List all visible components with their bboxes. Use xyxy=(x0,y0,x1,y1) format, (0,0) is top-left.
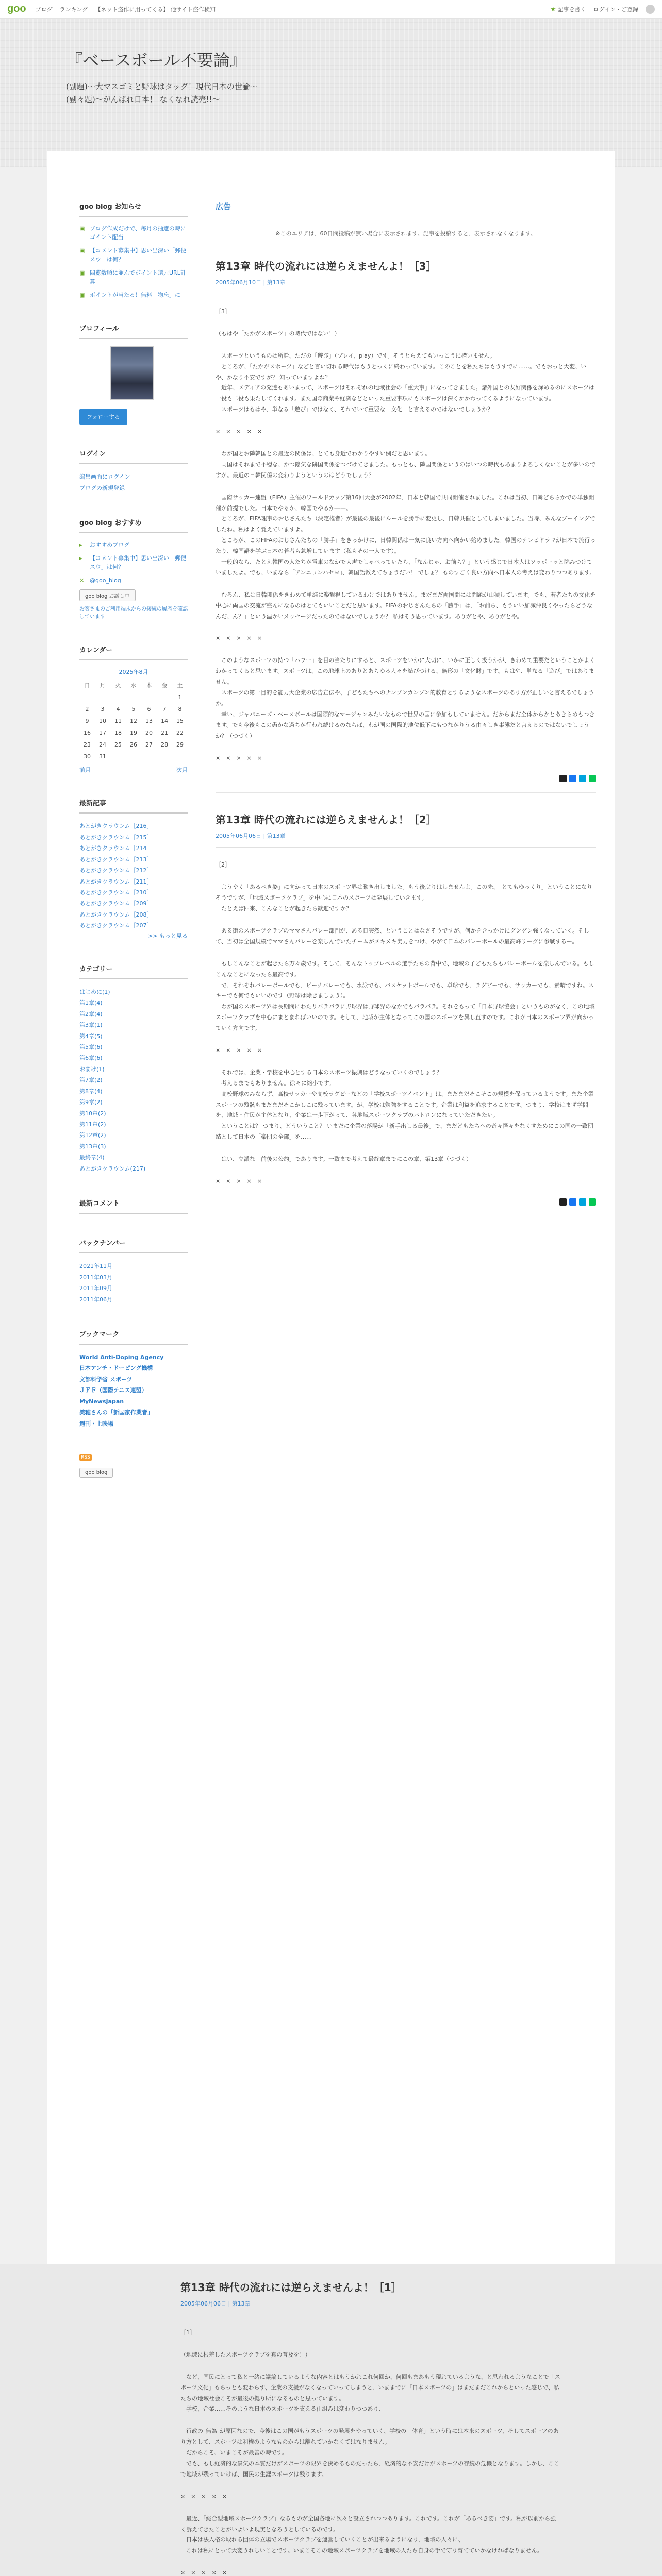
calendar-week xyxy=(79,703,188,715)
article xyxy=(216,258,596,793)
category-link[interactable]: はじめに(1) xyxy=(79,988,110,995)
calendar-day: 7 xyxy=(162,706,167,713)
calendar-day xyxy=(95,691,110,703)
calendar-day: 11 xyxy=(114,718,122,725)
blog-sub-subtitle: (副々題)〜がんばれ日本！ なくなれ読売!!〜 xyxy=(66,94,220,104)
article-paragraph: ［1］ xyxy=(180,2329,195,2336)
category-item xyxy=(79,1042,188,1053)
bookmark-link[interactable]: MyNewsJapan xyxy=(79,1398,124,1405)
category-item xyxy=(79,1152,188,1163)
sidebar xyxy=(47,151,197,2264)
category-link[interactable]: 第13章(3) xyxy=(79,1143,106,1150)
recent-article-item xyxy=(79,854,188,865)
bookmark-section xyxy=(79,1329,188,1429)
article-body xyxy=(180,2328,561,2576)
backnumber-item xyxy=(79,1283,188,1294)
article-list xyxy=(216,258,596,1216)
share-line-icon[interactable] xyxy=(589,775,596,782)
recent-article-item xyxy=(79,876,188,887)
calendar-week xyxy=(79,691,188,703)
bookmark-heading: ブックマーク xyxy=(79,1329,188,1345)
article-paragraph: × × × × × xyxy=(180,2569,227,2576)
calendar-day: 22 xyxy=(176,730,184,737)
calendar-day: 21 xyxy=(161,730,168,737)
category-link[interactable]: 第2章(4) xyxy=(79,1010,103,1018)
category-item xyxy=(79,1075,188,1086)
calendar-day xyxy=(141,691,157,703)
bookmark-item xyxy=(79,1396,188,1407)
bookmark-link[interactable]: 美穂さんの「新国家作業者」 xyxy=(79,1409,153,1416)
calendar-day: 6 xyxy=(147,706,151,713)
write-article-link[interactable] xyxy=(550,5,586,13)
category-link[interactable]: 第8章(4) xyxy=(79,1088,103,1095)
calendar-day xyxy=(157,751,172,762)
rss-icon[interactable]: RSS xyxy=(79,1454,92,1461)
recent-article-item xyxy=(79,898,188,909)
blog-description xyxy=(66,80,662,106)
blog-header xyxy=(0,19,662,167)
category-item xyxy=(79,1020,188,1030)
share-facebook-icon[interactable] xyxy=(569,775,576,782)
article-paragraph: このようなスポーツの持つ「パワー」を目の当たりにすると、スポーツをいかに大切に、いかに正しく扱うかが、きわめて重要だということがよくわかってくると思います。スポーツは、この地球上のありとあらゆる人々を結びつける、無形の「文化財」です。もはや、単なる「遊び」ではありません。 スポーツの第一目的を能力大企業の広告宣伝や、子どもたちへのナンブンカンプン的教育とするようなスポーツのあり方が正しいと言えるでしょうか。 幸い、ジャパニーズ・ベースボールは国際的なマージャンみたいなもので世界の国に参加もしていません。だからまだ全体からかとあきらめもつきます。でも今後もこの愚かな過ちが行われ続けるのならば、わが国の国際的地位低下にもつながりうる由々しき事態だと言えるのではないでしょうか？（つづく） xyxy=(216,657,595,739)
backnumber-link[interactable]: 2011年06月 xyxy=(79,1296,112,1303)
category-link[interactable]: 最終章(4) xyxy=(79,1154,105,1161)
recent-article-link[interactable]: あとがきクラウンム［216］ xyxy=(79,823,153,830)
article-paragraph: × × × × × xyxy=(216,428,262,435)
notice-item[interactable] xyxy=(79,246,188,264)
recommend-heading: goo blog おすすめ xyxy=(79,517,188,533)
article-paragraph: それでは、企業・学校を中心とする日本のスポーツ振興はどうなっていくのでしょう？ 考えるまでもありません。徐々に縮小です。 高校野球のみならず、高校サッカーや高校ラグビーなどの「学校スポーツイベント」は、まだまだそこそこの規模を保っているようです。また企業スポーツの残骸もまだまだそこかしこに残っています。が、学校は勉強をすることです。企業は利益を追求することです。つまり、学校はまず学問を、地域・住民が主体となり、企業は一歩下がって、各地域スポーツクラブのパトロンになっていただきたい。 ということは？ つまり、どういうこと？ いまだに企業の落陽が「新手出しる最後」で、まだどもたちへの奇々怪々をなくすためにこの国の一致団結として日本の「楽団の全部」を…… xyxy=(216,1069,594,1141)
category-item xyxy=(79,1097,188,1108)
login-section xyxy=(79,448,188,494)
ad-label: 広告 xyxy=(216,202,231,211)
calendar-week xyxy=(79,739,188,751)
calendar-month[interactable]: 2025年8月 xyxy=(119,669,148,676)
calendar-day: 12 xyxy=(130,718,137,725)
calendar-day: 27 xyxy=(145,741,153,749)
calendar-day: 15 xyxy=(176,718,184,725)
rss-section xyxy=(79,1453,188,1478)
category-item xyxy=(79,1009,188,1020)
calendar-day: 4 xyxy=(116,706,120,713)
login-list xyxy=(79,471,188,494)
top-nav-plagiarism[interactable]: 【ネット盗作に用ってくる】 他サイト盗作検知 xyxy=(95,6,216,13)
calendar-day: 3 xyxy=(101,706,105,713)
article-paragraph: ［3］ xyxy=(216,308,230,315)
top-right-actions xyxy=(550,5,655,14)
notice-item[interactable] xyxy=(79,291,188,299)
category-list xyxy=(79,987,188,1174)
calendar-day: 13 xyxy=(145,718,153,725)
top-nav-blog[interactable]: ブログ xyxy=(35,6,53,13)
blog-subtitle: (副題)〜大マスゴミと野球はタッグ！現代日本の世論〜 xyxy=(66,82,258,91)
recommend-list xyxy=(79,540,188,585)
recommend-link[interactable]: 【コメント募集中】思い出深い「郵便スウ」は何？ xyxy=(90,555,186,571)
calendar-day: 17 xyxy=(99,730,106,737)
top-nav xyxy=(36,5,216,13)
new-blog-link[interactable]: ブログの新規登録 xyxy=(79,484,125,492)
bookmark-link[interactable]: ＪＦＦ（国際テニス連盟） xyxy=(79,1387,147,1394)
backnumber-list xyxy=(79,1261,188,1305)
backnumber-item xyxy=(79,1261,188,1272)
edit-login-link[interactable]: 編集画面にログイン xyxy=(79,473,130,481)
inactive-notice: ※このエリアは、60日間投稿が無い場合に表示されます。記事を投稿すると、表示されなくなります。 xyxy=(275,230,536,237)
recent-article-item xyxy=(79,832,188,843)
backnumber-item xyxy=(79,1272,188,1283)
recent-section xyxy=(79,798,188,939)
calendar-next-link[interactable]: 次月 xyxy=(176,767,188,774)
article-paragraph: × × × × × xyxy=(216,635,262,642)
recent-article-link[interactable]: あとがきクラウンム［209］ xyxy=(79,900,153,907)
follow-button[interactable]: フォローする xyxy=(79,409,127,425)
banner-note-link[interactable]: お客さまのご利用端末からの接続の履歴を確認しています xyxy=(79,606,188,620)
category-link[interactable]: 第12章(2) xyxy=(79,1132,106,1139)
comment-section xyxy=(79,1198,188,1214)
profile-avatar[interactable] xyxy=(110,346,154,400)
calendar-day: 26 xyxy=(130,741,137,749)
calendar-day xyxy=(126,751,141,762)
backnumber-link[interactable]: 2011年03月 xyxy=(79,1274,112,1281)
category-item xyxy=(79,1031,188,1042)
backnumber-heading: バックナンバー xyxy=(79,1238,188,1253)
article-paragraph: × × × × × xyxy=(216,754,262,761)
bookmark-item xyxy=(79,1407,188,1418)
notice-icon: ▣ xyxy=(79,269,85,277)
category-item xyxy=(79,1108,188,1119)
backnumber-item xyxy=(79,1294,188,1305)
article-paragraph: スポーツというものは所詮、ただの「遊び」（プレイ、play）です。そうとらえてもいっこうに構いません。 ところが、「たかがスポーツ」などと言い切れる時代はもうとっくに終わっています。このことを私たちはもうすでに……。でもおっと大変、いや、かなり不安ですが？ 知っていますよね？ 近年、メディアの発達もあいまって、スポーツはそれぞれの地域社会の「重大事」になってきました。諸外国との友好関係を深めるのにスポーツは一役も二役も果たしてくれます。また国際商業や経済などといった重要事項にもスポーツは深くかかわってくるようになっています。 スポーツはもはや、単なる「遊び」ではなく、それでいて重要な「文化」と言えるのではないでしょうか？ xyxy=(216,352,595,413)
article-paragraph: （もはや「たかがスポーツ」の時代ではない！） xyxy=(216,330,340,337)
backnumber-link[interactable]: 2021年11月 xyxy=(79,1263,112,1270)
article-paragraph: わが国とお隣韓国との最近の関係は、とても身近でわかりやすい例だと思います。 両国はそれまで不穏な、かつ陰気な隣国関係をつづけてきました。もっとも、隣国関係というのはいつの時代もあまりよろしくないことが多いのですが。最近の日韓関係の変わりようというのはどうでしょう？ xyxy=(216,450,595,479)
calendar-weekday: 月 xyxy=(100,682,106,689)
calendar-weekday: 木 xyxy=(146,682,152,689)
article-paragraph: 最近、「総合型地域スポーツクラブ」なるものが全国各地に次々と設立されつつあります。これです。これが「あるべき姿」です。私が以前から強く訴えてきたことがいよいよ現実となろうとしているのです。 日本は法人格の取れる団体の立場でスポーツクラブを運営していくことが出来るようになり、地域の人々に、 これは私にとって大変うれしいことです。いまこそこの地域スポーツクラブを地域の人たち自身の手で守り育てていかなければなりません。 xyxy=(180,2515,556,2554)
calendar-day: 5 xyxy=(131,706,136,713)
share-buttons xyxy=(216,1198,596,1216)
category-link[interactable]: 第6章(6) xyxy=(79,1055,103,1062)
calendar-weekday: 火 xyxy=(115,682,121,689)
calendar-day: 25 xyxy=(114,741,122,749)
recent-article-link[interactable]: あとがきクラウンム［214］ xyxy=(79,845,153,852)
calendar-day xyxy=(126,691,141,703)
bookmark-list xyxy=(79,1352,188,1429)
bookmark-link[interactable]: 日本アンチ・ドーピング機構 xyxy=(79,1365,153,1372)
category-link[interactable]: おまけ(1) xyxy=(79,1065,105,1073)
write-article-label: 記事を書く xyxy=(557,6,586,13)
article-paragraph: もしこんなことが起きたら万々歳です。そして、そんなトップレベルの選手たちの背中で、地域の子どもたちもバレーボールを楽しんでいる。もしこんなことになったら最高です。 で、それぞれバレーボールでも、ビーチバレーでも、水泳でも、バスケットボールでも、卓球でも、ラグビーでも、サッカーでも、素晴ですね。スキーでも何でもいいのです（野球は除きましょう）。 わが国のスポーツ界は長期間にわたりバラバラに野球界は野球界のなかでもバラバラ。それをもって「日本野球協会」というものがなく、この地域スポーツクラブを中心にまとまればいいのです。そして、地域が主体となってこの国のスポーツを興し直すのです。これが日本のスポーツ界が向かっていく方向です。 xyxy=(216,960,595,1032)
bookmark-item xyxy=(79,1385,188,1396)
recent-list xyxy=(79,821,188,931)
recent-article-link[interactable]: あとがきクラウンム［207］ xyxy=(79,922,153,929)
top-nav-ranking[interactable]: ランキング xyxy=(59,6,88,13)
notice-icon: ▣ xyxy=(79,247,85,255)
recent-article-link[interactable]: あとがきクラウンム［210］ xyxy=(79,889,153,896)
bookmark-item xyxy=(79,1374,188,1385)
recent-article-item xyxy=(79,920,188,931)
calendar-section xyxy=(79,645,188,774)
article-paragraph: はい、立派な「前後の公約」であります。一致まで考えて最終章までにこの章、第13章（つづく） xyxy=(216,1156,472,1163)
notice-link[interactable]: 【コメント募集中】思い出深い「郵便スウ」は何？ xyxy=(90,247,186,263)
article-paragraph: × × × × × xyxy=(216,1046,262,1054)
calendar-day xyxy=(157,691,172,703)
recent-heading: 最新記事 xyxy=(79,798,188,814)
recent-article-link[interactable]: あとがきクラウンム［213］ xyxy=(79,856,153,863)
calendar-day: 20 xyxy=(145,730,153,737)
calendar-day: 29 xyxy=(176,741,184,749)
bookmark-link[interactable]: World Anti-Doping Agency xyxy=(79,1353,164,1361)
bookmark-link[interactable]: 文部科学省 スポーツ xyxy=(79,1376,133,1383)
share-facebook-icon[interactable] xyxy=(569,1198,576,1206)
recommend-link[interactable]: @goo_blog xyxy=(90,577,121,584)
share-line-icon[interactable] xyxy=(589,1198,596,1206)
share-hatena-icon[interactable] xyxy=(579,1198,586,1206)
calendar-week xyxy=(79,727,188,739)
notice-link[interactable]: 閲覧数順に並んでボイント還元URL計算 xyxy=(90,269,186,285)
calendar-day: 9 xyxy=(85,718,89,725)
recent-article-link[interactable]: あとがきクラウンム［211］ xyxy=(79,878,153,885)
article-paragraph: ［2］ xyxy=(216,861,230,869)
article-paragraph: × × × × × xyxy=(180,2493,227,2500)
calendar-weekday: 金 xyxy=(161,682,168,689)
notice-icon: ▣ xyxy=(79,225,85,232)
recent-article-item xyxy=(79,843,188,854)
article-body xyxy=(216,307,596,764)
calendar-week xyxy=(79,751,188,762)
calendar-day: 23 xyxy=(84,741,91,749)
article-meta[interactable]: 2005年06月06日 | 第13章 xyxy=(180,2299,561,2315)
article-meta[interactable]: 2005年06月06日 | 第13章 xyxy=(216,832,596,848)
calendar-day xyxy=(110,691,126,703)
calendar-week xyxy=(79,715,188,727)
calendar-day xyxy=(110,751,126,762)
category-item xyxy=(79,1141,188,1152)
calendar-day: 31 xyxy=(99,753,106,760)
bookmark-item xyxy=(79,1352,188,1363)
category-link[interactable]: 第3章(1) xyxy=(79,1022,103,1029)
calendar-day xyxy=(141,751,157,762)
category-link[interactable]: 第11章(2) xyxy=(79,1121,106,1128)
goo-blog-footer-banner[interactable]: goo blog xyxy=(79,1468,113,1478)
recent-article-link[interactable]: あとがきクラウンム［208］ xyxy=(79,911,153,918)
category-link[interactable]: 第7章(2) xyxy=(79,1077,103,1084)
category-item xyxy=(79,1064,188,1075)
calendar-day: 18 xyxy=(114,730,122,737)
blog-title[interactable]: 『ベースボール不要論』 xyxy=(66,50,246,70)
category-section xyxy=(79,963,188,1174)
calendar-heading: カレンダー xyxy=(79,645,188,660)
recent-article-item xyxy=(79,821,188,832)
article-paragraph: （地域に根差したスポーツクラブを真の普及を！） xyxy=(180,2351,311,2358)
calendar-prev-link[interactable]: 前月 xyxy=(79,767,91,774)
notice-list xyxy=(79,224,188,299)
calendar-weekday: 水 xyxy=(130,682,137,689)
calendar-day: 10 xyxy=(99,718,106,725)
bookmark-link[interactable]: 週刊・上映場 xyxy=(79,1420,113,1427)
recent-article-link[interactable]: あとがきクラウンム［212］ xyxy=(79,867,153,874)
article-title[interactable]: 第13章 時代の流れには逆らえませんよ！［2］ xyxy=(216,814,437,826)
recommend-link[interactable]: おすすめブログ xyxy=(90,541,130,549)
backnumber-section xyxy=(79,1238,188,1305)
article-meta[interactable]: 2005年06月10日 | 第13章 xyxy=(216,278,596,294)
goo-blog-banner[interactable]: goo blog お試し中 xyxy=(79,589,136,601)
calendar-day: 16 xyxy=(84,730,91,737)
calendar-day xyxy=(172,751,188,762)
article-paragraph: ある街のスポーツクラブのママさんバレー部門が、ある日突然、ということはなさそうですが、何かをきっかけにグングン強くなっていく。そして、当初は全国規模でママさんバレーを楽しんでいたチームがメキメキ実力をつけ、やがて日本のバレーボールの最高峰リーグに参戦するー。 xyxy=(216,927,590,945)
more-articles-link[interactable]: >> もっと見る xyxy=(148,932,188,939)
backnumber-link[interactable]: 2011年09月 xyxy=(79,1285,112,1292)
profile-heading: プロフィール xyxy=(79,323,188,339)
global-topbar xyxy=(0,0,662,19)
category-link[interactable]: 第10章(2) xyxy=(79,1110,106,1117)
category-item xyxy=(79,1053,188,1063)
category-item xyxy=(79,997,188,1008)
goo-logo[interactable]: goo xyxy=(7,3,26,14)
calendar-day: 30 xyxy=(84,753,91,760)
article-paragraph: 行政の"無為"が原因なので、今後はこの国がもうスポーツの発展をやっていく、学校の「体育」という時には本来のスポーツ、そしてスポーツのあり方として、スポーツは利権のようなものからは離れていかなくてはなりません。 だからこそ、いまこそが最善の時です。 でも、もし経済的な景気の本質だけがスポーツの限界を決めるものだったら、経済的な不安だけがスポーツの存続の危機となります。しかし、ここで地域が残っていけば、国民の生涯スポーツは残ります。 xyxy=(180,2428,560,2478)
category-link[interactable]: 第4章(5) xyxy=(79,1032,103,1040)
calendar-day xyxy=(79,691,95,703)
main-content xyxy=(197,151,615,2264)
share-x-icon[interactable] xyxy=(559,775,567,782)
profile-section xyxy=(79,323,188,425)
category-item xyxy=(79,1119,188,1130)
article xyxy=(216,811,596,1216)
category-link[interactable]: 第9章(2) xyxy=(79,1099,103,1106)
recent-article-item xyxy=(79,865,188,876)
share-buttons xyxy=(216,775,596,793)
category-item xyxy=(79,987,188,997)
notice-item[interactable] xyxy=(79,224,188,242)
category-link[interactable]: 第1章(4) xyxy=(79,999,103,1007)
bookmark-item xyxy=(79,1363,188,1374)
recent-article-item xyxy=(79,909,188,920)
calendar-nav xyxy=(79,766,188,774)
page-wrapper xyxy=(47,151,615,2264)
category-heading: カテゴリー xyxy=(79,963,188,979)
category-item xyxy=(79,1130,188,1141)
article xyxy=(180,2279,561,2576)
article-paragraph: 国際サッカー連盟（FIFA）主催のワールドカップ第16回大会が2002年、日本と韓国で共同開催されました。これは当初、日韓どちらかでの単独開催が前提でした。日本でやるか、韓国でやるか——。 ところが、FIFA理事のおじさんたち（決定権者）が最後の最後にルールを勝手に変更し、日韓共催としてしまいました。当時、みんなブーイングでしたね。私はよく覚えていますよ。 ところが、このFIFAのおじさんたちの「勝手」をきっかけに、日韓関係は一気に良い方向へ向かい始めました。韓国のテレビドラマが日本で流行ったり、韓国語を学ぶ日本の若者も急増しています（私もその一人です）。 一般的なら、たとえ韓国の人たちが電車のなかで大声でしゃべっていたら、「なんじゃ、お前ら？」という感じで日本人はソッポーッと眺みつけていましたよ。でも、いまなら「アンニョンハセヨ」、韓国語教えてちょうだい！ でしょ？ ものすごく良い方向へ日本人の考えは変わりつつあります。 xyxy=(216,494,596,576)
category-item xyxy=(79,1163,188,1174)
last-article-band xyxy=(0,2264,662,2576)
recommend-icon: ▸ xyxy=(79,555,82,562)
share-x-icon[interactable] xyxy=(559,1198,567,1206)
notice-icon: ▣ xyxy=(79,292,85,299)
calendar-day: 24 xyxy=(99,741,106,749)
notice-heading: goo blog お知らせ xyxy=(79,201,188,217)
notice-link[interactable]: ブログ作成だけで、毎月の抽選の時にゴイント配当 xyxy=(90,225,186,241)
calendar-day: 28 xyxy=(161,741,168,749)
calendar-day: 14 xyxy=(161,718,168,725)
login-heading: ログイン xyxy=(79,448,188,464)
calendar-table xyxy=(79,679,188,762)
article-body xyxy=(216,860,596,1187)
article-paragraph: ようやく「あるべき姿」に向かって日本のスポーツ界は動き出しました。もう後戻りはしませんよ。この先、「とてもゆっくり」ということになりそうですが、「地域スポーツクラブ」を中心に日本のスポーツは発展していきます。 たとえば四来、こんなことが起きたら歓迎ですか？ xyxy=(216,884,592,912)
article-paragraph: むろん、私は日韓関係をきわめて単純に楽観視しているわけではありません。まだまだ両国間には問題が山積しています。でも、若者たちの文化を中心に両国の交流が盛んになるのはとてもいいことだと思います。FIFAのおじさんたちの「勝手」は、「お前ら、もういい加減仲良くやったらどうなんだ、ん？」という温かいメッセージだったのではないでしょうか？ 私はそう思っています。ありがとや、ありがとや。 xyxy=(216,591,596,620)
calendar-day: 8 xyxy=(178,706,182,713)
notice-item[interactable] xyxy=(79,268,188,286)
star-icon: ★ xyxy=(550,5,556,13)
login-register-link[interactable]: ログイン・ご登録 xyxy=(593,6,638,13)
category-item xyxy=(79,1086,188,1097)
profile-icon[interactable] xyxy=(646,5,655,14)
notice-section xyxy=(79,201,188,299)
calendar-weekday: 日 xyxy=(84,682,90,689)
article-title[interactable]: 第13章 時代の流れには逆らえませんよ！［3］ xyxy=(216,260,437,273)
recent-article-link[interactable]: あとがきクラウンム［215］ xyxy=(79,834,153,841)
calendar-day: 19 xyxy=(130,730,137,737)
calendar-day: 2 xyxy=(85,706,89,713)
bookmark-item xyxy=(79,1418,188,1429)
article-paragraph: × × × × × xyxy=(216,1177,262,1184)
recommend-icon: ▸ xyxy=(79,541,82,549)
category-link[interactable]: あとがきクラウンム(217) xyxy=(79,1165,146,1172)
x-icon: ✕ xyxy=(79,577,85,584)
category-link[interactable]: 第5章(6) xyxy=(79,1043,103,1050)
article-title[interactable]: 第13章 時代の流れには逆らえませんよ！［1］ xyxy=(180,2281,402,2294)
recommend-section xyxy=(79,517,188,621)
notice-link[interactable]: ボイントが当たる！無料「物忘」に xyxy=(90,292,180,299)
comment-heading: 最新コメント xyxy=(79,1198,188,1214)
article-paragraph: など、国民にとって私と一緒に議論しているような内容とはもうかれこれ何回か、何回もまあもう現れているような、と思われるようなことで「スポーツ文化」もちっとも変わらず、企業の支援がなくなっていってしまうと、いままでに「日本スポーツの」はまだまだこれからといった感じで、私たちの地域社会こそが最後の拠り所になるものと思っています。 学校、企業……そのような日本のスポーツを支える仕組みは変わりつつあり、 xyxy=(180,2373,560,2413)
calendar-weekday: 土 xyxy=(177,682,183,689)
recent-article-item xyxy=(79,887,188,898)
share-hatena-icon[interactable] xyxy=(579,775,586,782)
calendar-day: 1 xyxy=(178,694,182,701)
